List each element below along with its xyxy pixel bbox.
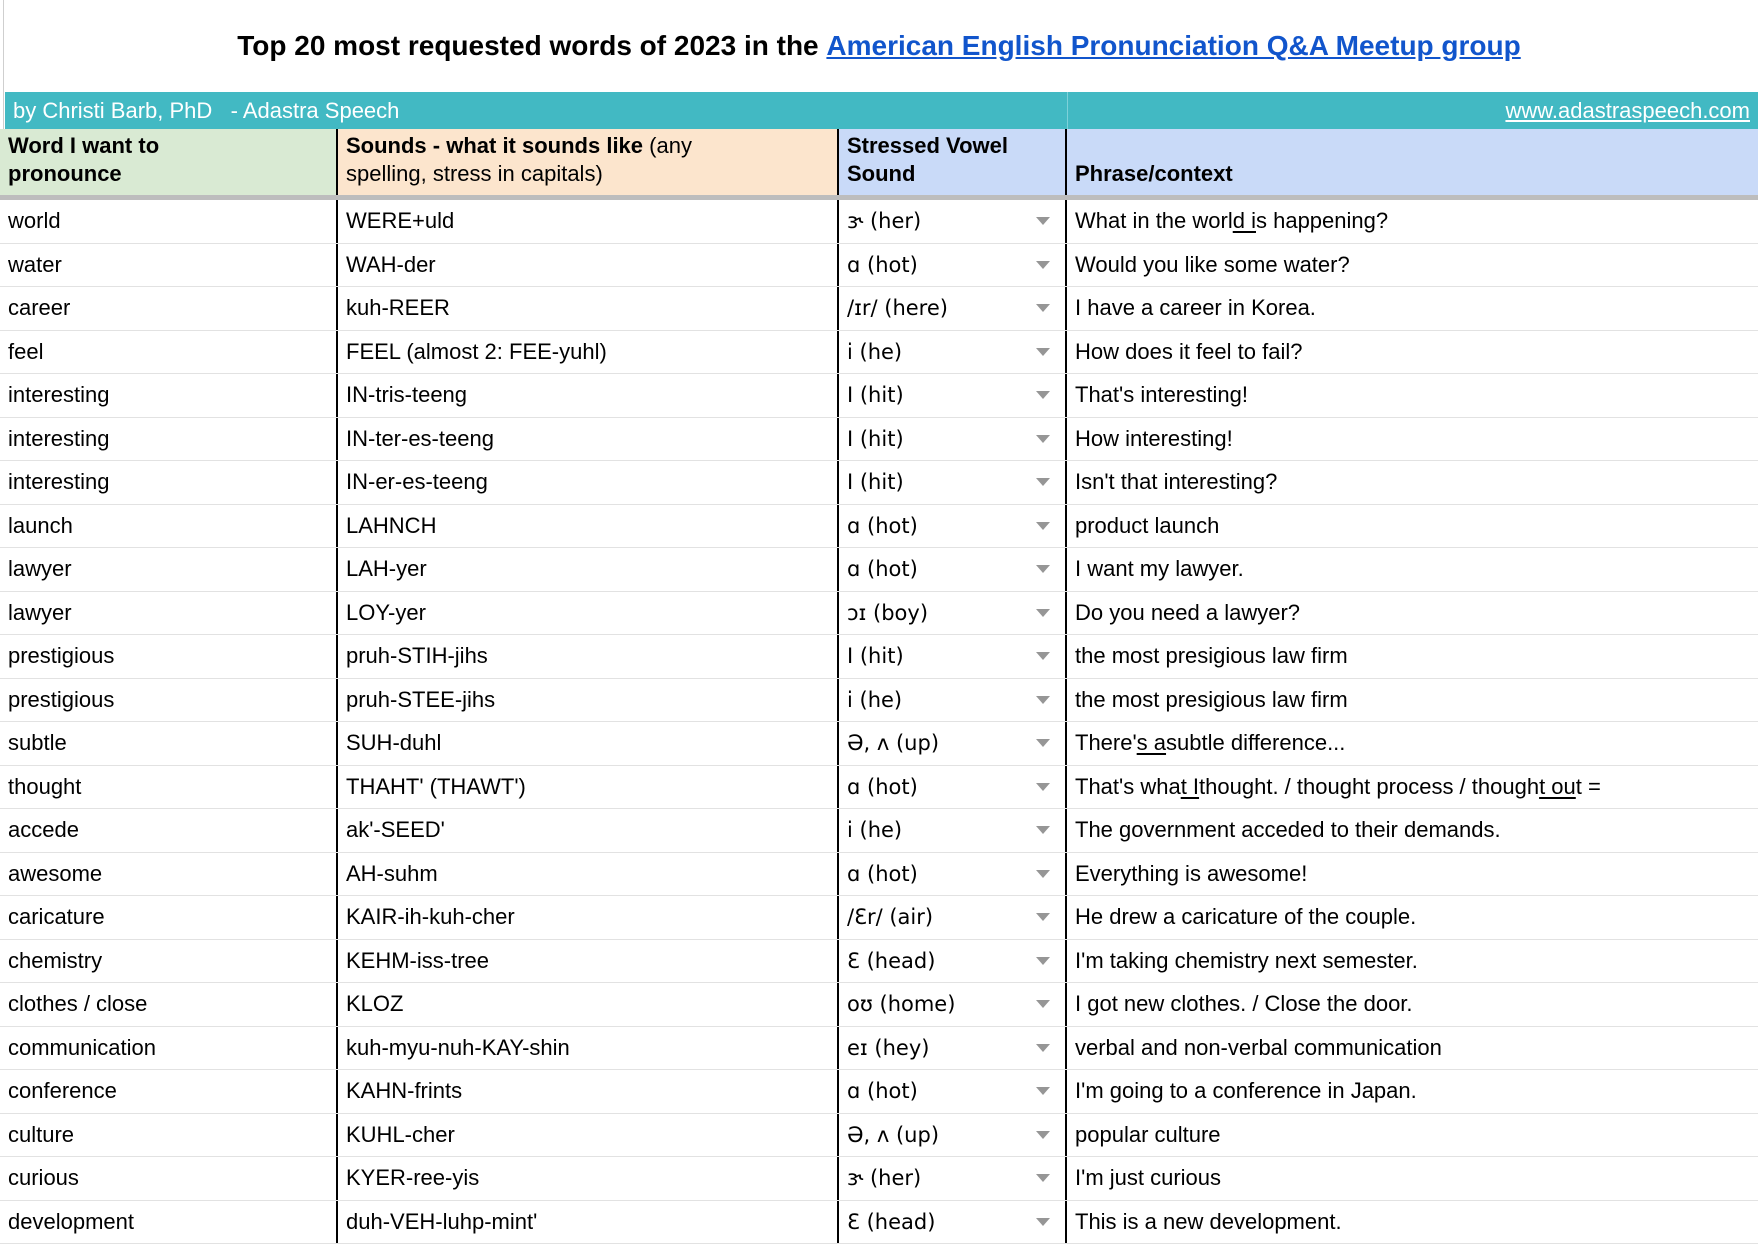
vowel-value: ɑ (hot) xyxy=(847,557,918,582)
sounds-cell[interactable]: KAIR-ih-kuh-cher xyxy=(338,896,839,939)
vowel-dropdown-icon[interactable] xyxy=(1036,391,1050,399)
table-row xyxy=(0,983,1758,1027)
sounds-cell[interactable]: IN-ter-es-teeng xyxy=(338,418,839,461)
vowel-cell[interactable] xyxy=(839,766,1067,809)
page-title: Top 20 most requested words of 2023 in the xyxy=(237,30,827,61)
sounds-cell[interactable]: FEEL (almost 2: FEE-yuhl) xyxy=(338,331,839,374)
word-cell[interactable]: lawyer xyxy=(0,592,338,635)
vowel-dropdown-icon[interactable] xyxy=(1036,826,1050,834)
vowel-dropdown-icon[interactable] xyxy=(1036,261,1050,269)
word-cell[interactable]: conference xyxy=(0,1070,338,1113)
phrase-cell[interactable]: There' s a subtle difference... xyxy=(1075,730,1346,756)
vowel-cell[interactable] xyxy=(839,200,1067,243)
vowel-cell[interactable] xyxy=(839,1157,1067,1200)
vowel-dropdown-icon[interactable] xyxy=(1036,870,1050,878)
vowel-value: ɑ (hot) xyxy=(847,861,918,886)
table-row xyxy=(0,244,1758,288)
word-cell[interactable]: subtle xyxy=(0,722,338,765)
header-vowel-cell[interactable]: Stressed Vowel Sound xyxy=(839,129,1067,195)
word-cell[interactable]: launch xyxy=(0,505,338,548)
sounds-cell[interactable]: KLOZ xyxy=(338,983,839,1026)
vowel-dropdown-icon[interactable] xyxy=(1036,1000,1050,1008)
vowel-dropdown-icon[interactable] xyxy=(1036,1087,1050,1095)
header-word-cell[interactable]: Word I want to pronounce xyxy=(0,129,338,195)
vowel-cell[interactable] xyxy=(839,461,1067,504)
vowel-cell[interactable] xyxy=(839,374,1067,417)
table-row xyxy=(0,331,1758,375)
sheet-title-cell xyxy=(0,0,1758,92)
vowel-dropdown-icon[interactable] xyxy=(1036,1131,1050,1139)
vowel-dropdown-icon[interactable] xyxy=(1036,957,1050,965)
table-header-row xyxy=(0,129,1758,195)
sounds-cell[interactable]: KAHN-frints xyxy=(338,1070,839,1113)
word-cell[interactable]: communication xyxy=(0,1027,338,1070)
vowel-value: eɪ (hey) xyxy=(847,1035,930,1060)
sounds-cell[interactable]: LAHNCH xyxy=(338,505,839,548)
vowel-value: oʊ (home) xyxy=(847,992,956,1017)
phrase-cell[interactable]: Everything is awesome! xyxy=(1075,860,1308,886)
phrase-cell[interactable]: I'm just curious xyxy=(1075,1165,1222,1191)
table-row xyxy=(0,1157,1758,1201)
word-cell[interactable]: feel xyxy=(0,331,338,374)
vowel-value: ɝ (her) xyxy=(847,209,922,234)
vowel-cell[interactable] xyxy=(839,548,1067,591)
phrase-cell[interactable]: I'm going to a conference in Japan. xyxy=(1075,1078,1417,1104)
website-link[interactable]: www.adastraspeech.com xyxy=(1505,97,1750,123)
vowel-value: Ə, ʌ (up) xyxy=(847,1122,940,1147)
vowel-cell[interactable] xyxy=(839,983,1067,1026)
phrase-cell[interactable]: I got new clothes. / Close the door. xyxy=(1075,991,1413,1017)
phrase-cell[interactable]: I have a career in Korea. xyxy=(1075,295,1316,321)
sounds-cell[interactable]: pruh-STEE-jihs xyxy=(338,679,839,722)
vowel-value: /Ɛr/ (air) xyxy=(847,905,934,930)
word-cell[interactable]: caricature xyxy=(0,896,338,939)
table-row xyxy=(0,1070,1758,1114)
word-cell[interactable]: clothes / close xyxy=(0,983,338,1026)
phrase-cell[interactable]: He drew a caricature of the couple. xyxy=(1075,904,1417,930)
word-cell[interactable]: thought xyxy=(0,766,338,809)
phrase-cell[interactable]: That's wha t I thought. / thought process / though t ou t = xyxy=(1075,773,1601,799)
sounds-cell[interactable]: SUH-duhl xyxy=(338,722,839,765)
vowel-dropdown-icon[interactable] xyxy=(1036,304,1050,312)
vowel-value: ɑ (hot) xyxy=(847,1079,918,1104)
vowel-dropdown-icon[interactable] xyxy=(1036,348,1050,356)
phrase-cell[interactable]: I want my lawyer. xyxy=(1075,556,1244,582)
sounds-cell[interactable]: IN-er-es-teeng xyxy=(338,461,839,504)
vowel-dropdown-icon[interactable] xyxy=(1036,696,1050,704)
meetup-group-link[interactable]: American English Pronunciation Q&A Meetup group xyxy=(826,30,1521,61)
word-cell[interactable]: career xyxy=(0,287,338,330)
phrase-cell[interactable]: I'm taking chemistry next semester. xyxy=(1075,947,1418,973)
word-cell[interactable]: water xyxy=(0,244,338,287)
table-row xyxy=(0,635,1758,679)
phrase-cell[interactable]: Do you need a lawyer? xyxy=(1075,599,1301,625)
phrase-cell[interactable]: the most presigious law firm xyxy=(1075,643,1348,669)
vowel-dropdown-icon[interactable] xyxy=(1036,652,1050,660)
word-cell[interactable]: interesting xyxy=(0,374,338,417)
frozen-column-gridline xyxy=(3,0,4,129)
vowel-cell[interactable] xyxy=(839,1114,1067,1157)
phrase-cell[interactable]: Would you like some water? xyxy=(1075,251,1350,277)
table-row xyxy=(0,592,1758,636)
vowel-dropdown-icon[interactable] xyxy=(1036,1174,1050,1182)
phrase-cell[interactable]: Isn't that interesting? xyxy=(1075,469,1278,495)
vowel-value: ɑ (hot) xyxy=(847,252,918,277)
word-cell[interactable]: curious xyxy=(0,1157,338,1200)
vowel-value: i (he) xyxy=(847,818,903,843)
vowel-value: i (he) xyxy=(847,339,903,364)
phrase-cell[interactable]: The government acceded to their demands. xyxy=(1075,817,1501,843)
table-body xyxy=(0,200,1758,1244)
vowel-cell[interactable] xyxy=(839,244,1067,287)
word-cell[interactable]: awesome xyxy=(0,853,338,896)
vowel-value: I (hit) xyxy=(847,426,904,451)
word-cell[interactable]: prestigious xyxy=(0,635,338,678)
vowel-cell[interactable] xyxy=(839,896,1067,939)
table-row xyxy=(0,722,1758,766)
vowel-dropdown-icon[interactable] xyxy=(1036,522,1050,530)
vowel-cell[interactable] xyxy=(839,722,1067,765)
table-row xyxy=(0,374,1758,418)
table-row xyxy=(0,287,1758,331)
vowel-cell[interactable] xyxy=(839,418,1067,461)
vowel-dropdown-icon[interactable] xyxy=(1036,739,1050,747)
vowel-value: ɑ (hot) xyxy=(847,513,918,538)
word-cell[interactable]: accede xyxy=(0,809,338,852)
sounds-cell[interactable]: kuh-REER xyxy=(338,287,839,330)
table-row xyxy=(0,853,1758,897)
vowel-value: Ɛ (head) xyxy=(847,948,936,973)
word-cell[interactable]: world xyxy=(0,200,338,243)
table-row xyxy=(0,548,1758,592)
table-row xyxy=(0,200,1758,244)
vowel-cell[interactable] xyxy=(839,853,1067,896)
table-row xyxy=(0,896,1758,940)
sounds-cell[interactable]: KYER-ree-yis xyxy=(338,1157,839,1200)
vowel-value: i (he) xyxy=(847,687,903,712)
vowel-dropdown-icon[interactable] xyxy=(1036,217,1050,225)
word-cell[interactable]: lawyer xyxy=(0,548,338,591)
vowel-dropdown-icon[interactable] xyxy=(1036,783,1050,791)
table-row xyxy=(0,809,1758,853)
vowel-value: ɑ (hot) xyxy=(847,774,918,799)
sounds-cell[interactable]: LOY-yer xyxy=(338,592,839,635)
vowel-value: ɔɪ (boy) xyxy=(847,600,929,625)
banner-website-cell[interactable] xyxy=(1067,92,1758,129)
vowel-dropdown-icon[interactable] xyxy=(1036,913,1050,921)
vowel-value: ɝ (her) xyxy=(847,1166,922,1191)
table-row xyxy=(0,1201,1758,1244)
vowel-dropdown-icon[interactable] xyxy=(1036,1218,1050,1226)
vowel-value: I (hit) xyxy=(847,383,904,408)
vowel-dropdown-icon[interactable] xyxy=(1036,1044,1050,1052)
vowel-value: I (hit) xyxy=(847,470,904,495)
vowel-cell[interactable] xyxy=(839,331,1067,374)
vowel-value: Ɛ (head) xyxy=(847,1209,936,1234)
vowel-cell[interactable] xyxy=(839,635,1067,678)
sounds-cell[interactable]: duh-VEH-luhp-mint' xyxy=(338,1201,839,1244)
word-cell[interactable]: prestigious xyxy=(0,679,338,722)
vowel-value: /ɪr/ (here) xyxy=(847,296,948,321)
vowel-cell[interactable] xyxy=(839,679,1067,722)
vowel-dropdown-icon[interactable] xyxy=(1036,478,1050,486)
phrase-cell[interactable]: What in the worl d i s happening? xyxy=(1075,208,1389,234)
vowel-value: I (hit) xyxy=(847,644,904,669)
table-row xyxy=(0,1027,1758,1071)
table-row xyxy=(0,461,1758,505)
sounds-cell[interactable]: kuh-myu-nuh-KAY-shin xyxy=(338,1027,839,1070)
phrase-cell[interactable]: How does it feel to fail? xyxy=(1075,338,1303,364)
phrase-cell[interactable]: product launch xyxy=(1075,512,1220,538)
vowel-cell[interactable] xyxy=(839,592,1067,635)
banner-author-cell[interactable]: by Christi Barb, PhD - Adastra Speech xyxy=(5,92,1067,129)
vowel-cell[interactable] xyxy=(839,940,1067,983)
vowel-cell[interactable] xyxy=(839,809,1067,852)
vowel-cell[interactable] xyxy=(839,1027,1067,1070)
vowel-cell[interactable] xyxy=(839,505,1067,548)
phrase-cell[interactable]: the most presigious law firm xyxy=(1075,686,1348,712)
header-sounds-cell[interactable]: Sounds - what it sounds like (any spelling, stress in capitals) xyxy=(338,129,839,195)
sounds-cell[interactable]: THAHT' (THAWT') xyxy=(338,766,839,809)
sounds-cell[interactable]: IN-tris-teeng xyxy=(338,374,839,417)
sounds-cell[interactable]: KUHL-cher xyxy=(338,1114,839,1157)
header-phrase-cell[interactable]: Phrase/context xyxy=(1067,129,1758,195)
word-cell[interactable]: interesting xyxy=(0,461,338,504)
author-banner xyxy=(0,92,1758,129)
vowel-dropdown-icon[interactable] xyxy=(1036,435,1050,443)
word-cell[interactable]: interesting xyxy=(0,418,338,461)
vowel-cell[interactable] xyxy=(839,1070,1067,1113)
vowel-cell[interactable] xyxy=(839,1201,1067,1244)
word-cell[interactable]: chemistry xyxy=(0,940,338,983)
table-row xyxy=(0,940,1758,984)
sounds-cell[interactable]: ak'-SEED' xyxy=(338,809,839,852)
phrase-cell[interactable]: This is a new development. xyxy=(1075,1208,1342,1234)
vowel-dropdown-icon[interactable] xyxy=(1036,565,1050,573)
word-cell[interactable]: culture xyxy=(0,1114,338,1157)
phrase-cell[interactable]: verbal and non-verbal communication xyxy=(1075,1034,1442,1060)
sounds-cell[interactable]: pruh-STIH-jihs xyxy=(338,635,839,678)
phrase-cell[interactable]: popular culture xyxy=(1075,1121,1221,1147)
sounds-cell[interactable]: WAH-der xyxy=(338,244,839,287)
phrase-cell[interactable]: How interesting! xyxy=(1075,425,1233,451)
word-cell[interactable]: development xyxy=(0,1201,338,1244)
vowel-value: Ə, ʌ (up) xyxy=(847,731,940,756)
phrase-cell[interactable]: That's interesting! xyxy=(1075,382,1248,408)
vowel-cell[interactable] xyxy=(839,287,1067,330)
table-row xyxy=(0,679,1758,723)
table-row xyxy=(0,1114,1758,1158)
sounds-cell[interactable]: KEHM-iss-tree xyxy=(338,940,839,983)
sounds-cell[interactable]: AH-suhm xyxy=(338,853,839,896)
table-row xyxy=(0,766,1758,810)
sounds-cell[interactable]: WERE+uld xyxy=(338,200,839,243)
table-row xyxy=(0,505,1758,549)
vowel-dropdown-icon[interactable] xyxy=(1036,609,1050,617)
sounds-cell[interactable]: LAH-yer xyxy=(338,548,839,591)
table-row xyxy=(0,418,1758,462)
